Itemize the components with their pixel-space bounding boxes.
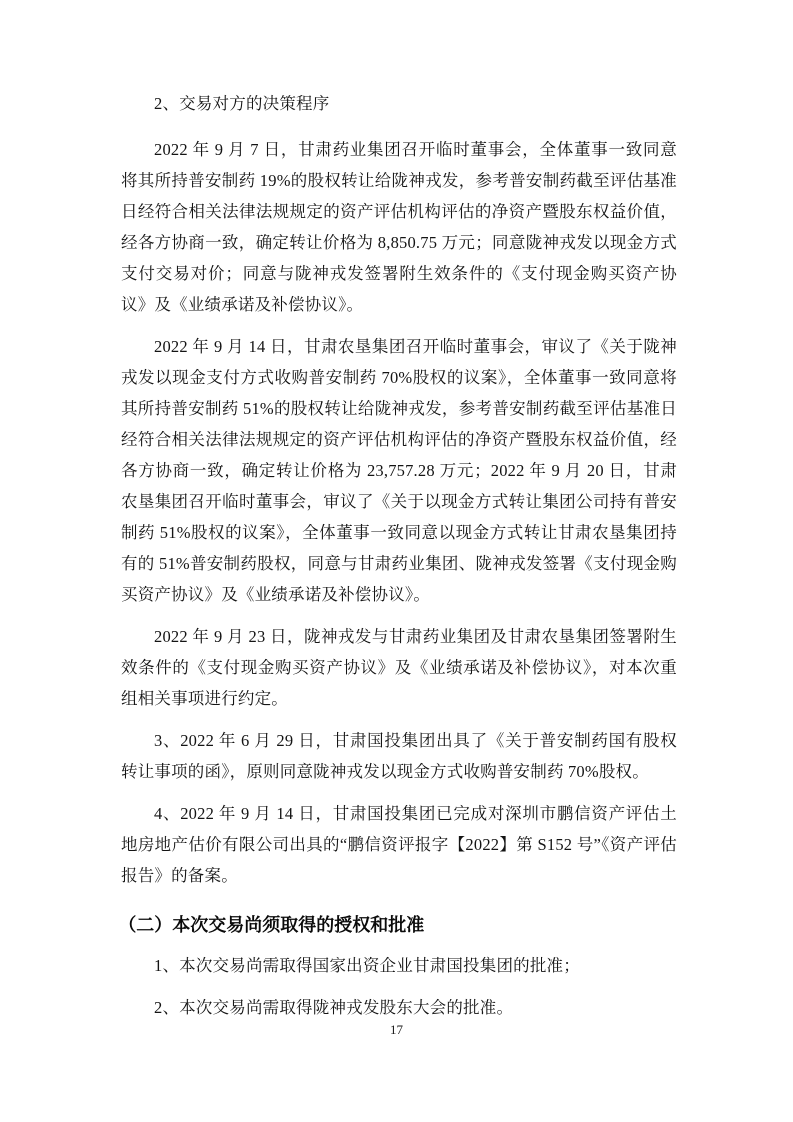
paragraph-agreement-signing: 2022 年 9 月 23 日，陇神戎发与甘肃药业集团及甘肃农垦集团签署附生效条件的《支付现金购买资产协议》及《业绩承诺及补偿协议》，对本次重组相关事项进行约定。 [121, 627, 677, 708]
paragraph-nongken-board-resolution: 2022 年 9 月 14 日，甘肃农垦集团召开临时董事会，审议了《关于陇神戎发以现金支付方式收购普安制药 70%股权的议案》，全体董事一致同意将其所持普安制药 51%的股权转让给陇神戎发，参考普安制药截至评估基准日经符合相关法律法规规定的资产评估机构评估的净资产暨股东权益价值，经各方协商一致，确定转让价格为 23,757.28 万元；2022 年 9 月 20 日，甘肃农垦集团召开临时董事会，审议了《关于以现金方式转让集团公司持有普安制药 51%股权的议案》，全体董事一致同意以现金方式转让甘肃农垦集团持有的 51%普安制药股权，同意与甘肃药业集团、陇神戎发签署《支付现金购买资产协议》及《业绩承诺及补偿协议》。 [121, 337, 677, 604]
paragraph-item3-guotou-letter: 3、2022 年 6 月 29 日，甘肃国投集团出具了《关于普安制药国有股权转让事项的函》，原则同意陇神戎发以现金方式收购普安制药 70%股权。 [121, 731, 677, 781]
list-item-approval-2: 2、本次交易尚需取得陇神戎发股东大会的批准。 [154, 998, 514, 1017]
document-content [118, 88, 677, 1034]
paragraph-pharma-board-resolution: 2022 年 9 月 7 日，甘肃药业集团召开临时董事会，全体董事一致同意将其所持普安制药 19%的股权转让给陇神戎发，参考普安制药截至评估基准日经符合相关法律法规规定的资产评估机构评估的净资产暨股东权益价值，经各方协商一致，确定转让价格为 8,850.75 万元；同意陇神戎发以现金方式支付交易对价；同意与陇神戎发签署附生效条件的《支付现金购买资产协议》及《业绩承诺及补偿协议》。 [121, 140, 677, 314]
page-number: 17 [390, 1022, 403, 1037]
list-item-decision-procedure-title: 2、交易对方的决策程序 [154, 94, 330, 113]
heading-authorizations-and-approvals: （二）本次交易尚须取得的授权和批准 [118, 915, 425, 935]
list-item-approval-1: 1、本次交易尚需取得国家出资企业甘肃国投集团的批准； [154, 956, 580, 975]
paragraph-item4-appraisal-filing: 4、2022 年 9 月 14 日，甘肃国投集团已完成对深圳市鹏信资产评估土地房地产估价有限公司出具的“鹏信资评报字【2022】第 S152 号”《资产评估报告》的备案。 [121, 804, 677, 885]
